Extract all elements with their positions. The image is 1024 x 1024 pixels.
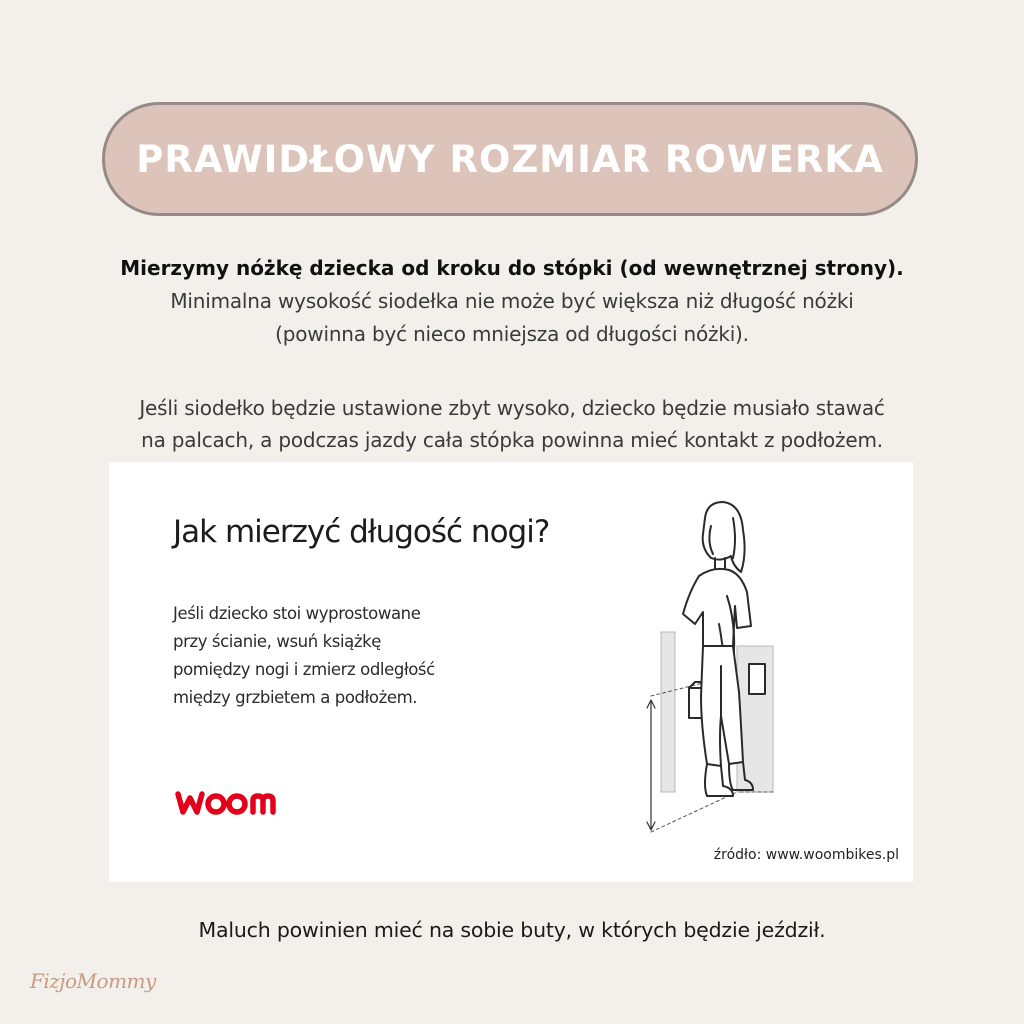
fizjomommy-signature [28,960,158,1000]
card-text-line: przy ścianie, wsuń książkę [173,632,382,651]
intro-line-3: Jeśli siodełko będzie ustawione zbyt wysoko, dziecko będzie musiało stawać [139,396,885,420]
card-heading: Jak mierzyć długość nogi? [173,514,550,550]
source-credit: źródło: www.woombikes.pl [713,847,899,863]
intro-line-2: (powinna być nieco mniejsza od długości nóżki). [275,322,749,346]
card-text-line: między grzbietem a podłożem. [173,688,418,707]
footer-note: Maluch powinien mieć na sobie buty, w których będzie jeździł. [198,918,826,942]
card-text-line: pomiędzy nogi i zmierz odległość [173,660,435,679]
card-text-line: Jeśli dziecko stoi wyprostowane [173,604,421,623]
woom-logo [173,784,285,820]
card-instructions [173,600,533,712]
svg-text:FizjoMommy: FizjoMommy [30,969,156,993]
page-title: PRAWIDŁOWY ROZMIAR ROWERKA [136,137,884,181]
intro-line-4: na palcach, a podczas jazdy cała stópka powinna mieć kontakt z podłożem. [141,428,883,452]
title-banner [102,102,918,216]
measurement-card [109,462,913,882]
intro-bold-line: Mierzymy nóżkę dziecka od kroku do stópki (od wewnętrznej strony). [120,256,904,280]
child-measuring-illustration [637,496,797,840]
intro-line-1: Minimalna wysokość siodełka nie może być większa niż długość nóżki [170,289,854,313]
